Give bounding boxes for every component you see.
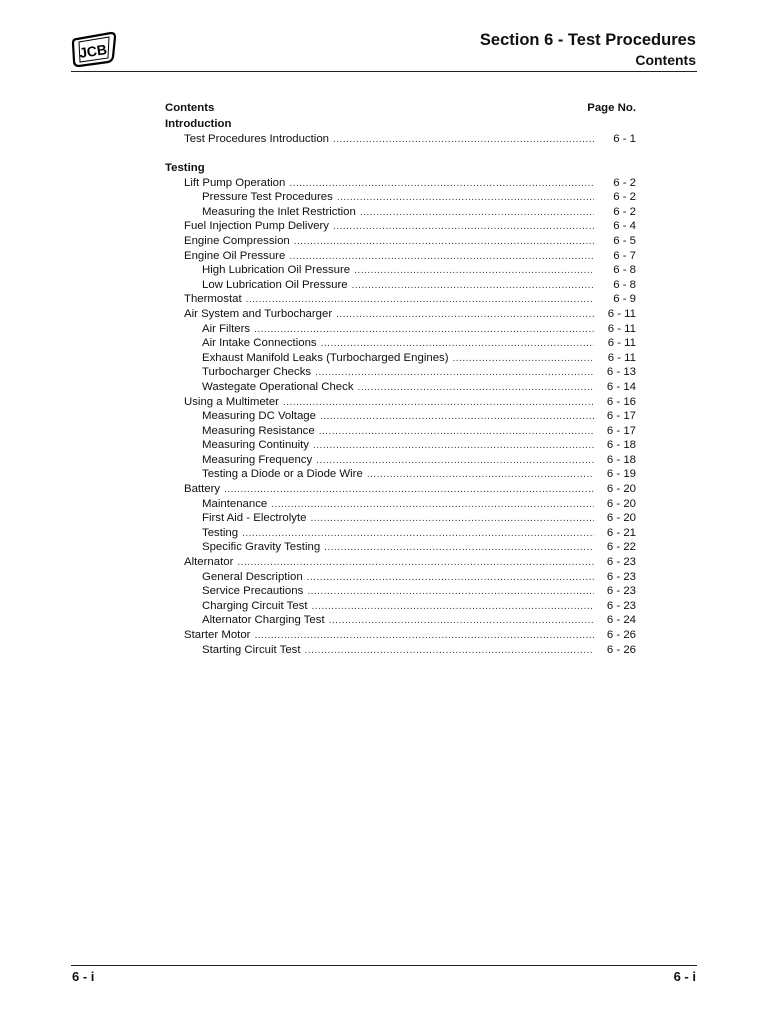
folio-right: 6 - i [673,969,696,984]
toc-entry-page: 6 - 17 [606,424,636,437]
toc-entry-title: Lift Pump Operation [184,176,286,189]
toc-group-label: Introduction [165,118,232,130]
toc-entry-title: Alternator Charging Test [202,614,325,627]
dot-leader [333,220,594,235]
toc-entry-page: 6 - 23 [606,599,636,612]
toc-entry[interactable] [165,322,636,337]
dot-leader [246,293,594,308]
toc-entry[interactable] [165,234,636,249]
toc-entry[interactable] [165,570,636,585]
toc-entry-page: 6 - 2 [613,191,636,204]
toc-entry[interactable] [165,190,636,205]
toc-entry[interactable] [165,584,636,599]
toc-entry[interactable] [165,643,636,658]
dot-leader [360,206,594,221]
toc-entry-title: Battery [184,483,221,496]
toc-entry[interactable] [165,307,636,322]
dot-leader [242,527,594,542]
toc-entry-title: Air Intake Connections [202,337,317,350]
folio-left: 6 - i [72,969,95,984]
dot-leader [313,439,594,454]
toc-entry-title: Air Filters [202,322,251,335]
toc-entry-title: General Description [202,570,303,583]
toc-entry-page: 6 - 18 [606,439,636,452]
dot-leader [352,279,594,294]
toc-entry-title: Engine Compression [184,234,290,247]
toc-group [165,161,636,658]
toc-entry-title: Specific Gravity Testing [202,541,321,554]
toc-entry-page: 6 - 24 [606,614,636,627]
toc-entry[interactable] [165,205,636,220]
toc-entry-page: 6 - 19 [606,468,636,481]
toc-entry-page: 6 - 5 [613,234,636,247]
table-of-contents [165,100,636,671]
toc-entry-page: 6 - 11 [607,337,636,350]
dot-leader [307,571,594,586]
toc-entry[interactable] [165,409,636,424]
toc-entry[interactable] [165,497,636,512]
toc-entry-title: Air System and Turbocharger [184,307,333,320]
toc-entry-title: Alternator [184,556,234,569]
dot-leader [310,512,594,527]
dot-leader [329,614,594,629]
dot-leader [337,191,594,206]
toc-entry[interactable] [165,526,636,541]
toc-groups [165,117,636,657]
toc-entry[interactable] [165,278,636,293]
dot-leader [358,381,594,396]
dot-leader [367,468,594,483]
toc-entry[interactable] [165,555,636,570]
toc-entry[interactable] [165,132,636,147]
toc-entry-title: Measuring Resistance [202,424,315,437]
toc-entry[interactable] [165,176,636,191]
toc-entry-page: 6 - 13 [606,366,636,379]
toc-entry[interactable] [165,249,636,264]
toc-entry-title: Testing [202,526,239,539]
toc-entry-page: 6 - 26 [606,629,636,641]
toc-entry[interactable] [165,380,636,395]
toc-entry-title: Test Procedures Introduction [184,133,329,145]
toc-entry-title: Measuring the Inlet Restriction [202,205,356,218]
toc-entry-page: 6 - 1 [613,133,636,145]
dot-leader [254,323,594,338]
toc-entry-page: 6 - 20 [606,483,636,496]
toc-entry[interactable] [165,438,636,453]
toc-entry-title: Testing a Diode or a Diode Wire [202,468,363,481]
dot-leader [312,600,594,615]
footer-rule [71,965,697,966]
dot-leader [289,250,594,265]
toc-entry[interactable] [165,613,636,628]
dot-leader [254,629,594,644]
dot-leader [324,541,594,556]
toc-entry[interactable] [165,482,636,497]
toc-entry-page: 6 - 23 [606,585,636,598]
toc-entry[interactable] [165,292,636,307]
toc-entry-title: Starting Circuit Test [202,643,301,656]
toc-entry-title: Wastegate Operational Check [202,380,354,393]
dot-leader [237,556,594,571]
toc-entry-page: 6 - 20 [606,512,636,525]
toc-contents-label: Contents [165,102,215,114]
toc-entry[interactable] [165,263,636,278]
toc-entry-page: 6 - 20 [606,497,636,510]
toc-entry-page: 6 - 14 [606,380,636,393]
toc-header [165,100,636,117]
toc-entry-page: 6 - 2 [613,205,636,218]
section-subtitle: Contents [635,52,696,68]
toc-entry-page: 6 - 22 [606,541,636,554]
toc-entry-title: Using a Multimeter [184,395,279,408]
toc-entry-title: Charging Circuit Test [202,599,308,612]
toc-entry[interactable] [165,365,636,380]
toc-entry-title: Service Precautions [202,585,304,598]
toc-entry-page: 6 - 16 [606,395,636,408]
toc-entry-page: 6 - 11 [607,322,636,335]
dot-leader [289,177,594,192]
dot-leader [294,235,594,250]
toc-entry-title: Measuring Continuity [202,439,309,452]
toc-entry-page: 6 - 11 [607,307,636,320]
toc-entry-title: Maintenance [202,497,268,510]
toc-entry[interactable] [165,511,636,526]
toc-entry[interactable] [165,336,636,351]
toc-page-label: Page No. [587,102,636,114]
toc-group-label: Testing [165,161,205,174]
toc-entry-page: 6 - 9 [613,293,636,306]
toc-group [165,117,636,147]
dot-leader [305,644,594,659]
toc-entry-title: Pressure Test Procedures [202,191,333,204]
toc-entry[interactable] [165,467,636,482]
toc-entry[interactable] [165,424,636,439]
toc-entry[interactable] [165,219,636,234]
toc-entry-page: 6 - 23 [606,556,636,569]
jcb-logo [71,31,117,67]
section-title: Section 6 - Test Procedures [479,31,696,49]
toc-entry-title: High Lubrication Oil Pressure [202,264,351,277]
toc-entry-title: Exhaust Manifold Leaks (Turbocharged Engines) [202,351,449,364]
toc-entry-title: Measuring DC Voltage [202,410,316,423]
toc-entry-page: 6 - 26 [606,643,636,656]
toc-entry-page: 6 - 2 [613,176,636,189]
header-rule [71,71,697,72]
dot-leader [319,425,594,440]
toc-entry-title: Thermostat [184,293,242,306]
logo-text: JCB [78,41,108,61]
toc-entry-page: 6 - 7 [613,249,636,262]
toc-entry[interactable] [165,395,636,410]
toc-entry-page: 6 - 4 [613,220,636,233]
toc-entry-page: 6 - 8 [613,264,636,277]
toc-entry[interactable] [165,351,636,366]
page-header [480,30,696,69]
dot-leader [315,366,594,381]
toc-entry-page: 6 - 17 [606,410,636,423]
toc-entry[interactable] [165,540,636,555]
toc-entry-title: Fuel Injection Pump Delivery [184,220,329,233]
toc-entry-title: Starter Motor [184,629,251,641]
toc-entry-title: Engine Oil Pressure [184,249,286,262]
toc-entry-title: Low Lubrication Oil Pressure [202,278,348,291]
dot-leader [336,308,594,323]
dot-leader [224,483,594,498]
toc-entry-page: 6 - 18 [606,453,636,466]
toc-entry-title: Turbocharger Checks [202,366,312,379]
toc-entry-title: First Aid - Electrolyte [202,512,307,525]
dot-leader [453,352,594,367]
toc-entry-page: 6 - 23 [606,570,636,583]
dot-leader [321,337,594,352]
toc-entry-page: 6 - 8 [613,278,636,291]
toc-entry-page: 6 - 21 [606,526,636,539]
toc-entry-title: Measuring Frequency [202,453,313,466]
dot-leader [320,410,594,425]
toc-entry[interactable] [165,628,636,643]
toc-entry[interactable] [165,453,636,468]
toc-entry-page: 6 - 11 [607,351,636,364]
dot-leader [316,454,594,469]
toc-entry[interactable] [165,599,636,614]
dot-leader [307,585,594,600]
dot-leader [271,498,594,513]
dot-leader [283,396,594,411]
dot-leader [333,133,594,148]
dot-leader [354,264,594,279]
